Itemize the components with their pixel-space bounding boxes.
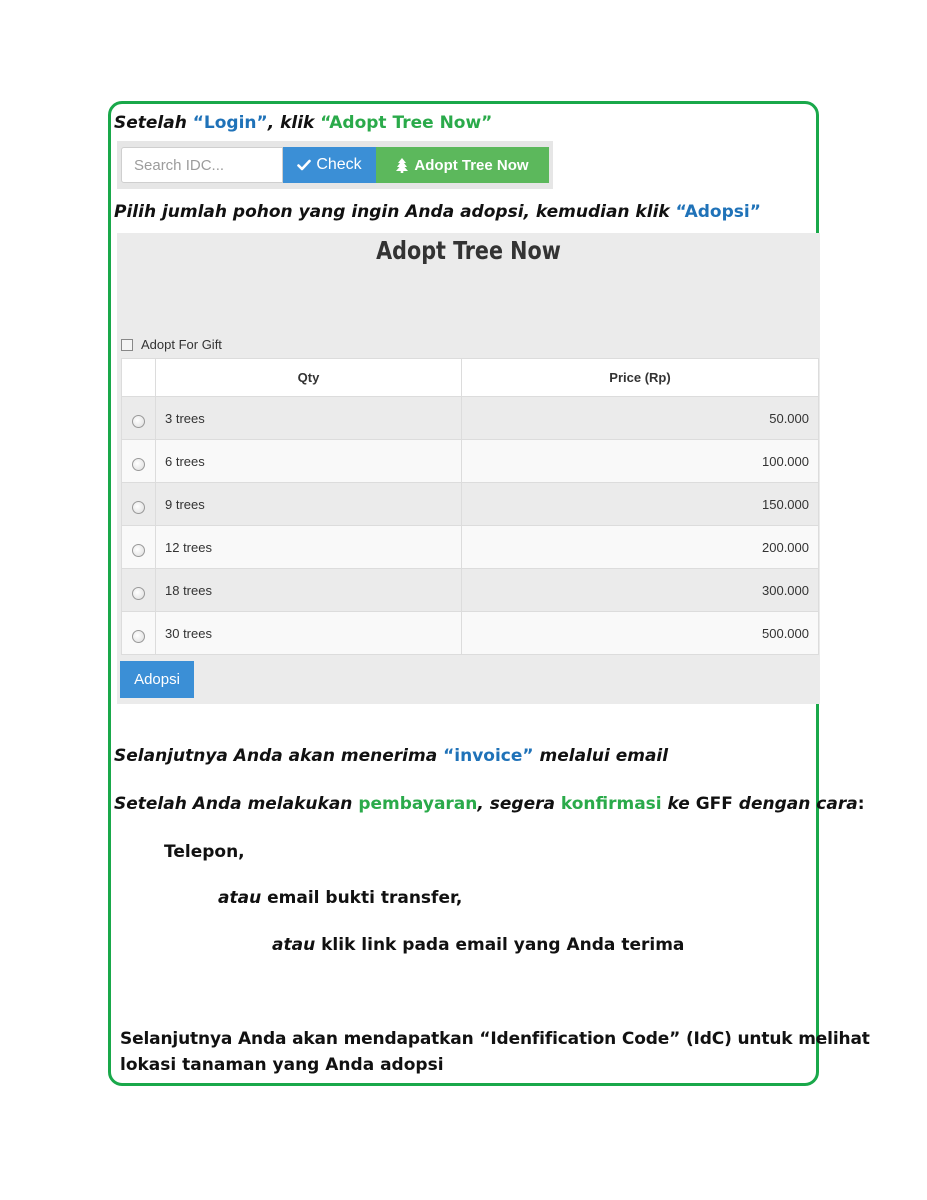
table-row[interactable] bbox=[122, 569, 819, 612]
step1-login: “Login” bbox=[192, 113, 268, 133]
step1-adopt: “Adopt Tree Now” bbox=[320, 113, 493, 133]
table-row[interactable] bbox=[122, 612, 819, 655]
qty-radio[interactable] bbox=[132, 501, 145, 514]
price-cell: 200.000 bbox=[462, 526, 819, 569]
step1-mid: , klik bbox=[267, 113, 321, 133]
step2-text bbox=[114, 202, 761, 222]
checkmark-icon bbox=[297, 159, 311, 171]
price-column-header: Price (Rp) bbox=[462, 359, 819, 397]
step3-part-b: melalui email bbox=[533, 746, 669, 766]
step2-instruction: Pilih jumlah pohon yang ingin Anda adopsi, kemudian klik bbox=[114, 202, 676, 222]
table-row[interactable] bbox=[122, 440, 819, 483]
tree-icon bbox=[396, 158, 408, 173]
price-cell: 500.000 bbox=[462, 612, 819, 655]
radio-cell[interactable] bbox=[122, 483, 156, 526]
panel-title: Adopt Tree Now bbox=[376, 236, 561, 265]
step1-text bbox=[114, 113, 492, 133]
qty-radio[interactable] bbox=[132, 458, 145, 471]
step3-part-a: Selanjutnya Anda akan menerima bbox=[114, 746, 444, 766]
step4-pembayaran: pembayaran bbox=[358, 794, 478, 814]
option-email bbox=[218, 888, 462, 908]
final-line-2: lokasi tanaman yang Anda adopsi bbox=[120, 1055, 444, 1075]
step1-prefix: Setelah bbox=[114, 113, 193, 133]
option3-text: klik link pada email yang Anda terima bbox=[315, 935, 685, 955]
radio-cell[interactable] bbox=[122, 569, 156, 612]
qty-cell: 3 trees bbox=[156, 397, 462, 440]
gift-label: Adopt For Gift bbox=[141, 337, 222, 352]
price-table bbox=[121, 358, 819, 655]
step4-gff: GFF bbox=[695, 794, 733, 814]
qty-cell: 9 trees bbox=[156, 483, 462, 526]
qty-radio[interactable] bbox=[132, 544, 145, 557]
check-button[interactable] bbox=[283, 147, 376, 183]
adopt-tree-now-button[interactable] bbox=[376, 147, 549, 183]
search-bar bbox=[117, 141, 553, 189]
qty-cell: 18 trees bbox=[156, 569, 462, 612]
step4-part-c: ke bbox=[661, 794, 696, 814]
table-header-row bbox=[122, 359, 819, 397]
qty-cell: 6 trees bbox=[156, 440, 462, 483]
final-line-1: Selanjutnya Anda akan mendapatkan “Idenfification Code” (IdC) untuk melihat bbox=[120, 1029, 870, 1049]
qty-radio[interactable] bbox=[132, 630, 145, 643]
adopt-tree-now-label: Adopt Tree Now bbox=[414, 156, 529, 174]
option3-atau: atau bbox=[272, 935, 316, 955]
adopsi-button[interactable]: Adopsi bbox=[120, 661, 194, 698]
option2-text: email bukti transfer, bbox=[261, 888, 463, 908]
qty-column-header: Qty bbox=[156, 359, 462, 397]
table-row[interactable] bbox=[122, 483, 819, 526]
step4-konfirmasi: konfirmasi bbox=[560, 794, 662, 814]
step4-part-a: Setelah Anda melakukan bbox=[114, 794, 359, 814]
qty-cell: 12 trees bbox=[156, 526, 462, 569]
qty-cell: 30 trees bbox=[156, 612, 462, 655]
price-cell: 100.000 bbox=[462, 440, 819, 483]
adopt-panel bbox=[117, 233, 820, 704]
step3-text bbox=[114, 746, 668, 766]
option-telepon: Telepon, bbox=[164, 842, 245, 862]
qty-radio[interactable] bbox=[132, 587, 145, 600]
option-link bbox=[272, 935, 684, 955]
table-row[interactable] bbox=[122, 526, 819, 569]
table-row[interactable] bbox=[122, 397, 819, 440]
price-cell: 300.000 bbox=[462, 569, 819, 612]
step4-part-b: , segera bbox=[477, 794, 561, 814]
check-label: Check bbox=[316, 156, 362, 173]
price-cell: 50.000 bbox=[462, 397, 819, 440]
search-input[interactable] bbox=[121, 147, 283, 183]
step4-text bbox=[114, 794, 865, 814]
radio-cell[interactable] bbox=[122, 440, 156, 483]
step4-part-d: dengan cara bbox=[732, 794, 858, 814]
radio-cell[interactable] bbox=[122, 397, 156, 440]
adopt-for-gift[interactable] bbox=[121, 337, 222, 352]
price-cell: 150.000 bbox=[462, 483, 819, 526]
qty-radio[interactable] bbox=[132, 415, 145, 428]
radio-column-header bbox=[122, 359, 156, 397]
radio-cell[interactable] bbox=[122, 612, 156, 655]
step4-colon: : bbox=[857, 794, 865, 814]
option2-atau: atau bbox=[218, 888, 262, 908]
step3-invoice: “invoice” bbox=[443, 746, 534, 766]
step2-adopsi: “Adopsi” bbox=[675, 202, 761, 222]
radio-cell[interactable] bbox=[122, 526, 156, 569]
gift-checkbox[interactable] bbox=[121, 339, 133, 351]
